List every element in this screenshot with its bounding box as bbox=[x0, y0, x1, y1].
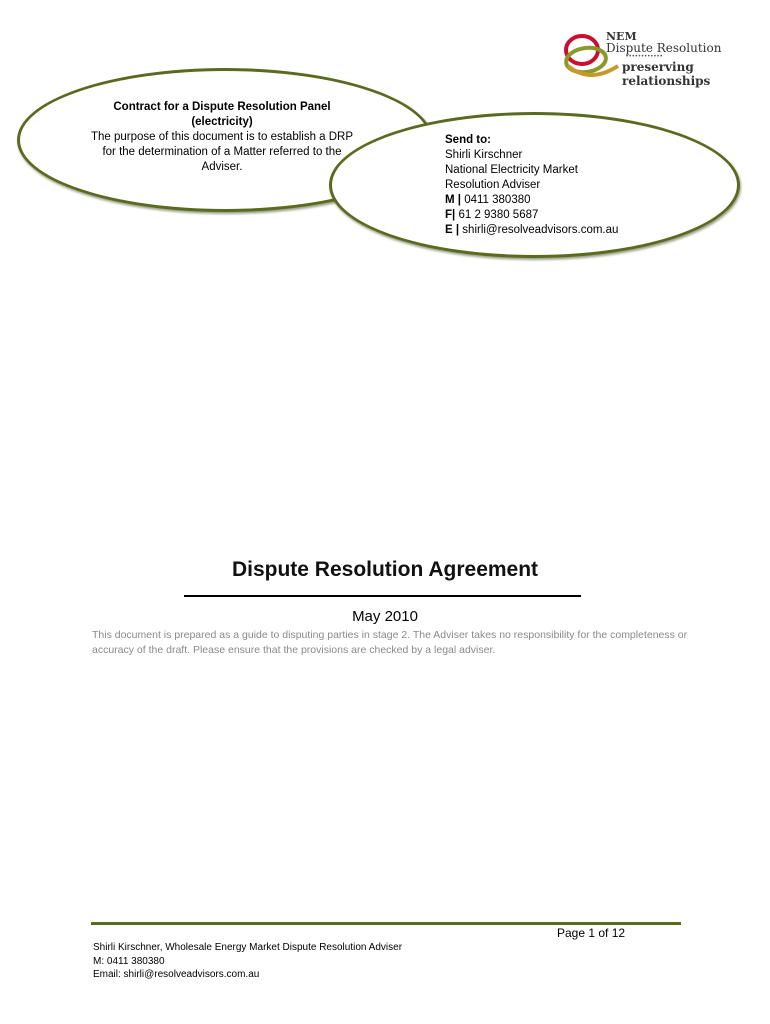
fax-label: F| bbox=[445, 209, 456, 221]
document-title: Dispute Resolution Agreement bbox=[231, 558, 539, 581]
purpose-body-line3: Adviser. bbox=[201, 161, 243, 173]
logo-tagline: preserving relationships bbox=[622, 60, 711, 88]
mobile-label: M | bbox=[445, 194, 461, 206]
logo-dispute-text: Dispute Resolution bbox=[606, 41, 722, 55]
purpose-text-block bbox=[80, 100, 364, 175]
send-to-name: Shirli Kirschner bbox=[445, 149, 523, 161]
mobile-number: 0411 380380 bbox=[464, 194, 531, 206]
footer-line1: Shirli Kirschner, Wholesale Energy Market Dispute Resolution Adviser bbox=[93, 942, 403, 953]
send-to-org-line2: Resolution Adviser bbox=[445, 179, 541, 191]
send-to-block bbox=[445, 133, 705, 238]
purpose-title-line1: Contract for a Dispute Resolution Panel bbox=[113, 101, 331, 113]
page-number: Page 1 of 12 bbox=[557, 926, 626, 940]
purpose-title-line2: (electricity) bbox=[191, 116, 253, 128]
nem-logo bbox=[560, 26, 770, 88]
email-address[interactable]: shirli@resolveadvisors.com.au bbox=[462, 224, 619, 236]
purpose-body-line1: The purpose of this document is to establish a DRP bbox=[90, 131, 354, 143]
document-date: May 2010 bbox=[352, 608, 418, 625]
title-underline bbox=[184, 595, 581, 597]
footer-contact bbox=[93, 941, 402, 982]
send-to-org-line1: National Electricity Market bbox=[445, 164, 578, 176]
disclaimer-text: This document is prepared as a guide to disputing parties in stage 2. The Adviser takes no responsibility for the completeness or accuracy of the draft. Please ensure that the provisions are checked by a legal adviser. bbox=[92, 629, 688, 656]
email-label: E | bbox=[445, 224, 460, 236]
logo-dots: •••••••••••• bbox=[626, 54, 664, 60]
footer-line3: Email: shirli@resolveadvisors.com.au bbox=[93, 969, 260, 980]
fax-number: 61 2 9380 5687 bbox=[458, 209, 539, 221]
logo-nem-text: NEM bbox=[606, 30, 637, 43]
footer-line2: M: 0411 380380 bbox=[93, 955, 165, 967]
send-to-heading: Send to: bbox=[445, 134, 491, 146]
purpose-body-line2: for the determination of a Matter referred to the bbox=[102, 146, 342, 158]
footer-divider bbox=[91, 922, 681, 925]
